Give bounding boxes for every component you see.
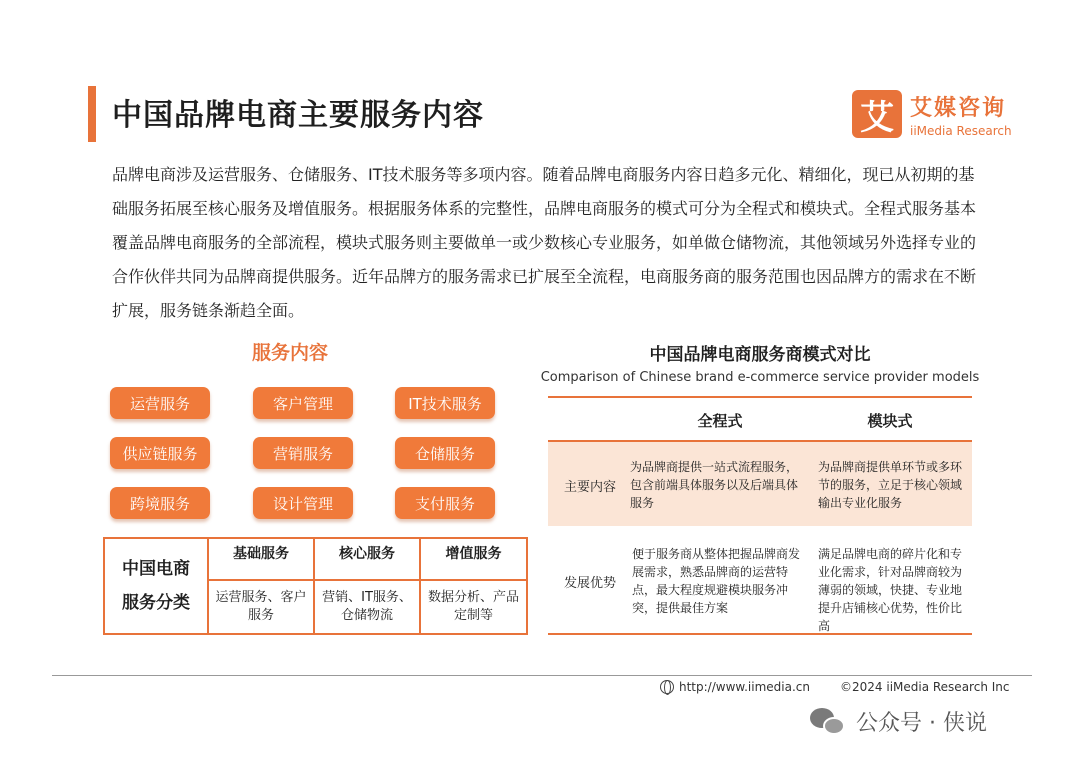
row-label-content: 主要内容	[563, 480, 616, 495]
wechat-icon	[810, 708, 846, 736]
comparison-title: 中国品牌电商服务商模式对比	[649, 345, 871, 365]
service-design-mgmt: 设计管理	[253, 487, 353, 519]
service-warehouse: 仓储服务	[395, 437, 495, 469]
basic-service-body: 运营服务、客户服务	[209, 579, 313, 633]
intro-paragraph: 品牌电商涉及运营服务、仓储服务、IT技术服务等多项内容。随着品牌电商服务内容日趋多元化、精细化，现已从初期的基础服务拓展至核心服务及增值服务。根据服务体系的完整性，品牌电商服务的模式可分为全程式和模块式。全程式服务基本覆盖品牌电商服务的全部流程，模块式服务则主要做单一或少数核心专业服务，如单做仓储物流，其他领域另外选择专业的合作伙伴共同为品牌商提供服务。近年品牌方的服务需求已扩展至全流程，电商服务商的服务范围也因品牌方的需求在不断扩展，服务链条渐趋全面。	[112, 165, 977, 320]
logo-mark-icon: 艾	[852, 90, 902, 138]
classification-label	[105, 539, 209, 633]
services-heading: 服务内容	[252, 342, 329, 364]
page-title: 中国品牌电商主要服务内容	[112, 98, 484, 133]
core-service-body: 营销、IT服务、仓储物流	[315, 579, 419, 633]
classification-table	[103, 537, 528, 635]
value-added-service-body: 数据分析、产品定制等	[421, 579, 526, 633]
cell-module-advantage: 满足品牌电商的碎片化和专业化需求，针对品牌商较为薄弱的领域，快捷、专业地提升店铺核心优势，性价比高	[818, 547, 963, 633]
iimedia-logo	[852, 90, 1012, 138]
service-cross-border: 跨境服务	[110, 487, 210, 519]
value-added-service-head: 增值服务	[445, 546, 502, 562]
service-it: IT技术服务	[395, 387, 495, 419]
service-marketing: 营销服务	[253, 437, 353, 469]
comparison-subtitle: Comparison of Chinese brand e-commerce service provider models	[540, 370, 980, 385]
basic-service-head: 基础服务	[233, 546, 289, 562]
row-label-advantage: 发展优势	[563, 576, 616, 591]
classification-label-line2: 服务分类	[122, 593, 190, 613]
cell-module-content: 为品牌商提供单环节或多环节的服务，立足于核心领域输出专业化服务	[818, 460, 963, 510]
logo-cn-text: 艾媒咨询	[910, 95, 1007, 121]
title-accent-bar	[88, 86, 96, 142]
footer-divider	[52, 675, 1032, 676]
service-customer-mgmt: 客户管理	[253, 387, 353, 419]
logo-en-text: iiMedia Research	[910, 123, 1012, 138]
comparison-col-full: 全程式	[697, 412, 743, 430]
service-supply-chain: 供应链服务	[110, 437, 210, 469]
cell-full-advantage: 便于服务商从整体把握品牌商发展需求，熟悉品牌商的运营特点，最大程度规避模块服务冲突，提供最佳方案	[632, 547, 801, 615]
footer-url	[660, 680, 810, 694]
service-payment: 支付服务	[395, 487, 495, 519]
classification-label-line1: 中国电商	[122, 559, 190, 579]
globe-icon	[660, 680, 674, 694]
comparison-col-module: 模块式	[867, 412, 913, 430]
cell-full-content: 为品牌商提供一站式流程服务，包含前端具体服务以及后端具体服务	[630, 460, 799, 510]
core-service-head: 核心服务	[339, 546, 395, 562]
wechat-account-text: 公众号 · 侠说	[856, 711, 987, 736]
footer-url-text: http://www.iimedia.cn	[679, 680, 810, 694]
comparison-bottom-rule	[548, 633, 972, 635]
service-operation: 运营服务	[110, 387, 210, 419]
footer-copyright: ©2024 iiMedia Research Inc	[840, 680, 1010, 694]
wechat-watermark	[810, 706, 987, 737]
comparison-top-rule	[548, 396, 972, 398]
